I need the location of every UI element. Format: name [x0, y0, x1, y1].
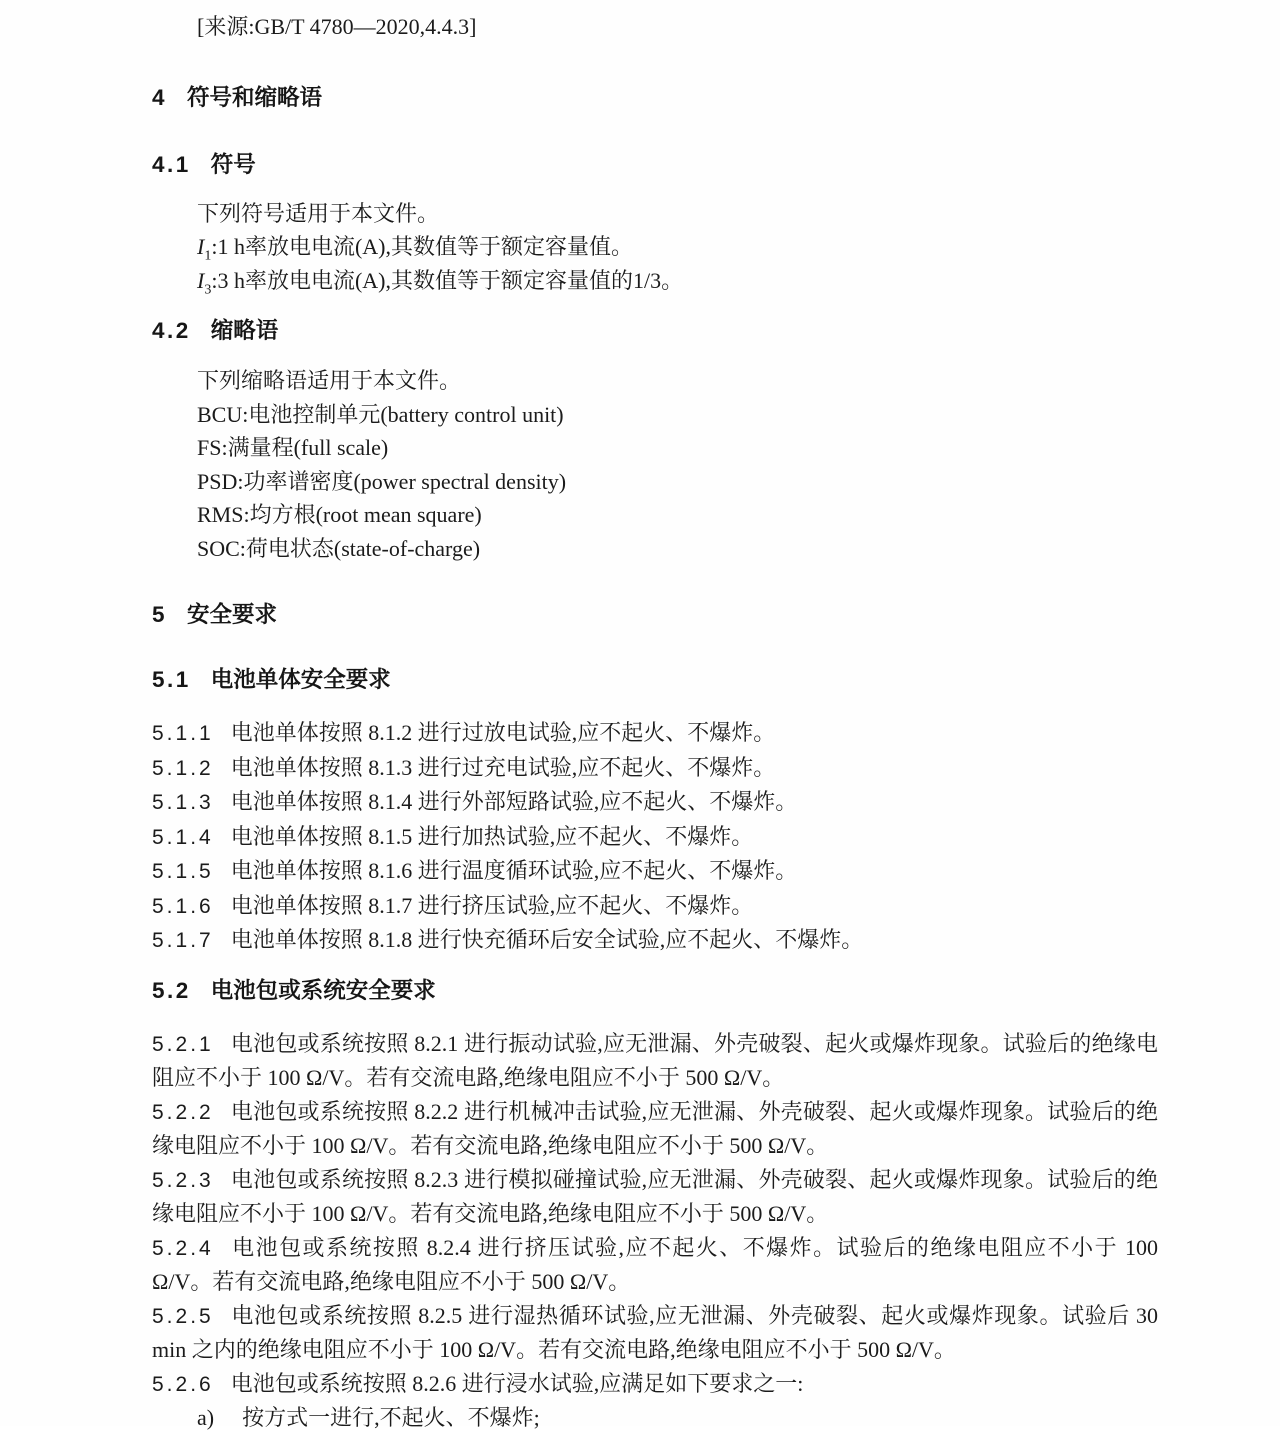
clause-5-1-6 [152, 889, 1158, 924]
section-4-1-heading [152, 148, 1158, 182]
section-4-2-heading [152, 314, 1158, 348]
section-4-2-title: 缩略语 [210, 318, 279, 343]
section-5-2-title: 电池包或系统安全要求 [210, 977, 436, 1003]
section-5-heading [152, 598, 1158, 632]
clause-5-1-4-text: 电池单体按照 8.1.5 进行加热试验,应不起火、不爆炸。 [230, 823, 754, 849]
clause-5-2-3-number: 5.2.3 [152, 1168, 214, 1192]
clause-5-2-1-number: 5.2.1 [152, 1032, 214, 1056]
section-4-title: 符号和缩略语 [187, 84, 323, 110]
clause-5-1-2 [152, 751, 1158, 786]
section-5-1-number: 5.1 [152, 667, 191, 692]
clause-5-1-3-text: 电池单体按照 8.1.4 进行外部短路试验,应不起火、不爆炸。 [230, 789, 798, 814]
clause-5-1-6-text: 电池单体按照 8.1.7 进行挤压试验,应不起火、不爆炸。 [230, 892, 754, 918]
source-note: [来源:GB/T 4780—2020,4.4.3] [197, 14, 477, 39]
section-5-1-title: 电池单体安全要求 [210, 667, 391, 692]
clause-5-2-2-text: 电池包或系统按照 8.2.2 进行机械冲击试验,应无泄漏、外壳破裂、起火或爆炸现象。试验后的绝缘电阻应不小于 100 Ω/V。若有交流电路,绝缘电阻应不小于 500 Ω/V。 [152, 1098, 1158, 1158]
clause-5-1-4 [152, 820, 1158, 855]
list-item-a-text: 按方式一进行,不起火、不爆炸; [242, 1405, 540, 1430]
list-item-a-label: a) [197, 1405, 215, 1430]
abbreviation-rms: RMS:均方根(root mean square) [197, 502, 482, 527]
abbreviations-intro: 下列缩略语适用于本文件。 [197, 368, 462, 393]
clause-5-2-3-text: 电池包或系统按照 8.2.3 进行模拟碰撞试验,应无泄漏、外壳破裂、起火或爆炸现象。试验后的绝缘电阻应不小于 100 Ω/V。若有交流电路,绝缘电阻应不小于 500 Ω/V。 [152, 1166, 1158, 1226]
symbol-i1-definition: :1 h率放电电流(A),其数值等于额定容量值。 [211, 234, 633, 259]
clause-5-1-3 [152, 785, 1158, 820]
abbreviation-psd: PSD:功率谱密度(power spectral density) [197, 468, 567, 494]
clause-5-1-1 [152, 716, 1158, 751]
symbol-definition-i3 [152, 264, 1158, 298]
clause-5-2-5-number: 5.2.5 [152, 1304, 214, 1328]
abbreviation-soc: SOC:荷电状态(state-of-charge) [197, 535, 481, 561]
section-4-1-number: 4.1 [152, 151, 191, 177]
clause-5-2-3 [152, 1163, 1158, 1231]
list-item-a [152, 1401, 1158, 1435]
clause-5-1-1-text: 电池单体按照 8.1.2 进行过放电试验,应不起火、不爆炸。 [230, 720, 776, 745]
clause-5-2-6-number: 5.2.6 [152, 1372, 214, 1396]
abbreviation-bcu: BCU:电池控制单元(battery control unit) [197, 401, 564, 427]
section-5-2-number: 5.2 [152, 977, 191, 1003]
clause-5-2-4 [152, 1231, 1158, 1299]
clause-5-2-4-text: 电池包或系统按照 8.2.4 进行挤压试验,应不起火、不爆炸。试验后的绝缘电阻应不小于 100 Ω/V。若有交流电路,绝缘电阻应不小于 500 Ω/V。 [152, 1234, 1158, 1294]
clause-5-1-3-number: 5.1.3 [152, 791, 214, 814]
clause-5-1-7 [152, 923, 1158, 958]
section-5-2-heading [152, 974, 1158, 1008]
symbol-i1-subscript: 1 [204, 248, 212, 264]
clause-5-1-4-number: 5.1.4 [152, 825, 214, 849]
symbols-intro: 下列符号适用于本文件。 [197, 200, 440, 226]
section-4-heading [152, 81, 1158, 115]
section-5-title: 安全要求 [187, 602, 278, 627]
symbol-i3: I [197, 267, 205, 293]
section-4-number: 4 [152, 84, 168, 110]
clause-5-1-5-text: 电池单体按照 8.1.6 进行温度循环试验,应不起火、不爆炸。 [230, 858, 798, 883]
clause-5-1-6-number: 5.1.6 [152, 894, 214, 918]
clause-5-1-2-number: 5.1.2 [152, 756, 214, 780]
clause-5-2-1-text: 电池包或系统按照 8.2.1 进行振动试验,应无泄漏、外壳破裂、起火或爆炸现象。试验后的绝缘电阻应不小于 100 Ω/V。若有交流电路,绝缘电阻应不小于 500 Ω/V。 [152, 1030, 1158, 1090]
section-4-2-number: 4.2 [152, 318, 191, 343]
clause-5-1-1-number: 5.1.1 [152, 722, 214, 745]
symbol-i3-definition: :3 h率放电电流(A),其数值等于额定容量值的1/3。 [211, 267, 684, 293]
clause-5-2-6 [152, 1367, 1158, 1402]
symbol-definition-i1 [152, 230, 1158, 264]
clause-5-2-6-text: 电池包或系统按照 8.2.6 进行浸水试验,应满足如下要求之一: [230, 1370, 804, 1396]
section-5-number: 5 [152, 602, 168, 627]
section-5-1-heading [152, 663, 1158, 697]
symbol-i3-subscript: 3 [204, 281, 212, 297]
clause-5-2-2-number: 5.2.2 [152, 1100, 214, 1124]
abbreviation-fs: FS:满量程(full scale) [197, 435, 389, 460]
clause-5-1-7-text: 电池单体按照 8.1.8 进行快充循环后安全试验,应不起火、不爆炸。 [230, 927, 864, 952]
clause-5-2-1 [152, 1027, 1158, 1095]
clause-list-5-2 [152, 1027, 1158, 1435]
clause-5-2-5-text: 电池包或系统按照 8.2.5 进行湿热循环试验,应无泄漏、外壳破裂、起火或爆炸现象。试验后 30 min 之内的绝缘电阻应不小于 100 Ω/V。若有交流电路,绝缘电阻应不小于 500 Ω/V。 [152, 1302, 1158, 1362]
clause-5-2-4-number: 5.2.4 [152, 1236, 214, 1260]
clause-5-1-5-number: 5.1.5 [152, 860, 214, 883]
clause-5-2-5 [152, 1299, 1158, 1367]
clause-5-1-5 [152, 854, 1158, 889]
clause-5-1-7-number: 5.1.7 [152, 929, 214, 952]
clause-5-1-2-text: 电池单体按照 8.1.3 进行过充电试验,应不起火、不爆炸。 [230, 754, 776, 780]
clause-5-2-2 [152, 1095, 1158, 1163]
clause-list-5-1 [152, 716, 1158, 958]
symbol-i1: I [197, 234, 205, 259]
section-4-1-title: 符号 [210, 151, 256, 177]
